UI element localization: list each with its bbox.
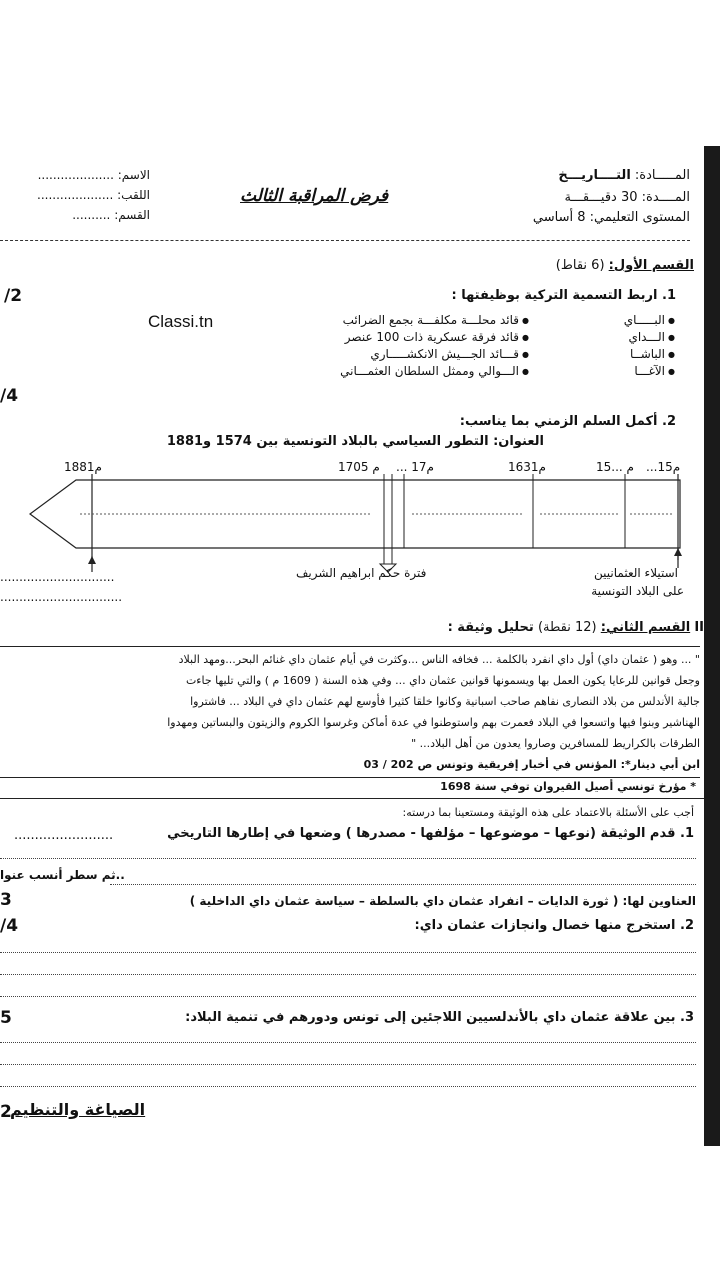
- timeline-label-mid: فترة حكم ابراهيم الشريف: [296, 566, 427, 580]
- answer-line: [0, 952, 696, 953]
- page-edge-bar: [704, 146, 720, 1146]
- duration-label: المــــدة:: [641, 190, 690, 205]
- level-value: 8 أساسي: [532, 210, 586, 225]
- q2-3: 3. بين علاقة عثمان داي بالأندلسيين اللاجئين إلى تونس ودورهم في تنمية البلاد:: [185, 1010, 694, 1025]
- q2-2: 2. استخرج منها خصال وانجازات عثمان داي:: [414, 918, 694, 933]
- timeline-date: 1881م: [64, 460, 102, 474]
- q2-1: 1. قدم الوثيقة (نوعها – موضوعها – مؤلفها - مصدرها ) وضعها في إطارها التاريخي: [167, 826, 694, 841]
- timeline-label-right2: على البلاد التونسية: [591, 584, 684, 598]
- q2-1-then: ..ثم سطر أنسب عنوا: [0, 868, 125, 882]
- document-line: الطرقات بالكراريط للمسافرين وصاروا يعدون من أهل البلاد... ": [411, 737, 700, 750]
- name-dots: ....................: [37, 168, 114, 182]
- surname-label: اللقب:: [117, 188, 150, 202]
- footnote-separator: [0, 798, 704, 799]
- duration-line: [565, 190, 691, 205]
- timeline-date: ...15م: [646, 460, 681, 474]
- class-label: القسم:: [114, 208, 150, 222]
- timeline-date: 15... م: [596, 460, 634, 474]
- q1-title: 1. اربط التسمية التركية بوظيفتها :: [451, 288, 676, 303]
- q1-right-item: ● قائد فرقة عسكرية ذات 100 عنصر: [292, 329, 532, 346]
- class-line: [40, 208, 150, 222]
- exam-title: فرض المراقبة الثالث: [240, 186, 389, 206]
- subject-line: [558, 168, 690, 183]
- timeline-date: ... 17م: [396, 460, 434, 474]
- name-line: [0, 168, 150, 182]
- duration-value: 30 دقيـــقـــة: [564, 190, 638, 205]
- score-q5: 5: [0, 1008, 12, 1028]
- q1-left-item: ● البـــــاي: [558, 312, 678, 329]
- subject-value: التــــاريـــخ: [558, 168, 631, 183]
- section2-heading: [448, 620, 704, 635]
- class-dots: ..........: [72, 208, 111, 222]
- surname-dots: ....................: [37, 188, 114, 202]
- document-line: جالية الأندلس من بلاد النصارى نفاهم صاحب اسبانية وكانوا خلقا كثيرا فأوسع لهم عثمان داي في البلاد ... فاشتروا: [190, 695, 700, 708]
- document-source: ابن أبي دينار*: المؤنس في أخبار إفريقية وتونس ص 202 / 03: [363, 758, 700, 771]
- score-q3: 3: [0, 890, 12, 910]
- level-line: [533, 210, 690, 225]
- q1-right-column: [292, 312, 532, 380]
- q1-right-item: ● قـــائد الجـــيش الانكشـــــاري: [292, 346, 532, 363]
- document-line: وجعل قوانين للرعايا يكون العمل بها ويسمونها قوانين عثمان داي ... وفي هذه السنة ( 1609 م ) والتي تليها جاءت: [185, 674, 700, 687]
- section2-roman: II: [694, 620, 704, 635]
- answer-line: [0, 996, 696, 997]
- instruction: أجب على الأسئلة بالاعتماد على هذه الوثيقة ومستعينا بما درسته:: [402, 806, 694, 819]
- answer-line: [0, 1064, 696, 1065]
- q1-left-item: ● الباشــا: [558, 346, 678, 363]
- section2-title: القسم الثاني:: [600, 620, 691, 635]
- q2-1-dots: ........................: [14, 828, 114, 843]
- score-q4: /4: [0, 916, 19, 936]
- document-footnote: * مؤرخ تونسي أصيل القيروان توفي سنة 1698: [440, 780, 696, 793]
- level-label: المستوى التعليمي:: [589, 210, 690, 225]
- document-text: [0, 646, 700, 778]
- section1-points: (6 نقاط): [555, 258, 605, 273]
- section2-subtitle: تحليل وثيقة :: [447, 620, 534, 635]
- watermark: Classi.tn: [148, 312, 214, 331]
- score-q1: /2: [4, 286, 23, 306]
- document-line: الهناشير وبنوا فيها واتسعوا في البلاد فعمرت بهم واستوطنوا في عدة أماكن وغرسوا الكروم والزيتون والبساتين ومهدوا: [167, 716, 700, 729]
- section1-title: القسم الأول:: [608, 258, 694, 273]
- header-separator: [0, 240, 690, 241]
- name-label: الاسم:: [117, 168, 150, 182]
- section2-points: (12 نقطة): [537, 620, 597, 635]
- timeline-left-dots: ................................: [0, 590, 123, 604]
- score-q6: 2: [0, 1102, 12, 1122]
- subject-label: المـــــادة:: [634, 168, 690, 183]
- document-line: " ... وهو ( عثمان داي) أول داي انفرد بالكلمة ... فخافه الناس ...وكثرت في أيام عثمان داي غنائم البحر...ومهد البلاد: [178, 653, 700, 666]
- timeline-label-right: استيلاء العثمانيين: [594, 566, 678, 580]
- q1-left-item: ● الـــداي: [558, 329, 678, 346]
- q1-right-item: ● قائد محلـــة مكلفـــة بجمع الضرائب: [292, 312, 532, 329]
- surname-line: [0, 188, 150, 202]
- q1-right-item: ● الـــوالي وممثل السلطان العثمـــاني: [292, 363, 532, 380]
- timeline-title: العنوان: التطور السياسي بالبلاد التونسية بين 1574 و1881: [166, 434, 544, 449]
- timeline-date: 1631م: [508, 460, 546, 474]
- answer-line: [0, 1042, 696, 1043]
- q2-title: 2. أكمل السلم الزمني بما يناسب:: [459, 414, 676, 429]
- headings-list: العناوين لها: ( ثورة الدايات – انفراد عثمان داي بالسلطة – سياسة عثمان داي الداخلية ): [189, 894, 696, 908]
- answer-line: [110, 884, 696, 885]
- timeline-date: 1705 م: [338, 460, 380, 474]
- answer-line: [0, 1086, 696, 1087]
- timeline-left-dots: ..............................: [0, 570, 115, 584]
- q1-left-column: [558, 312, 678, 380]
- answer-line: [0, 974, 696, 975]
- section1-heading: [556, 258, 694, 273]
- final-criterion: الصياغة والتنظيم: [10, 1100, 146, 1119]
- q1-left-item: ● الآغـــا: [558, 363, 678, 380]
- exam-sheet: [0, 146, 704, 1146]
- answer-line: [0, 858, 696, 859]
- score-q2: /4: [0, 386, 19, 406]
